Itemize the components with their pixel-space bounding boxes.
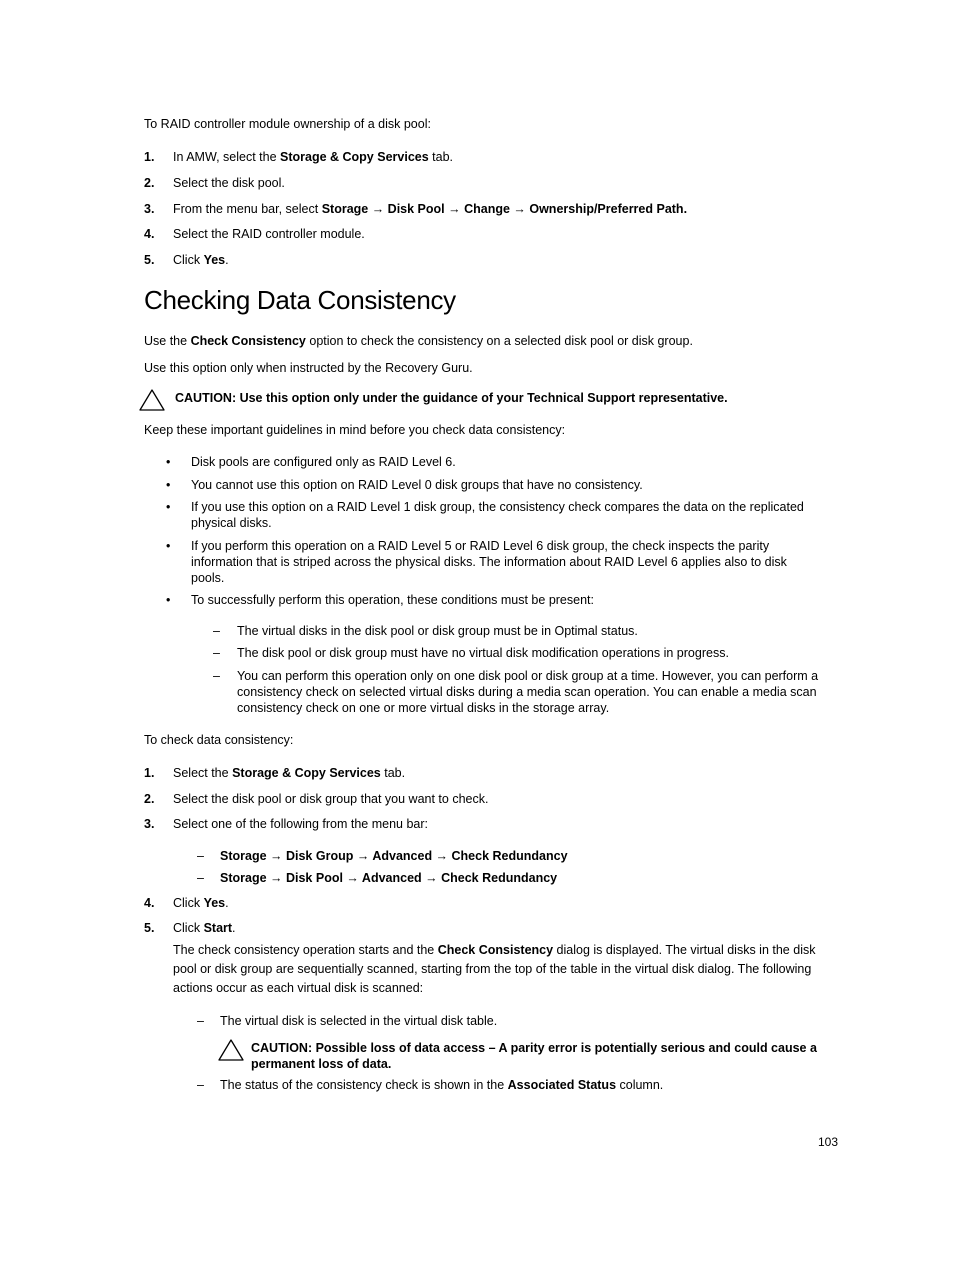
step-text: Click Start. — [173, 921, 236, 935]
dash-marker: – — [213, 669, 220, 683]
condition-item: The disk pool or disk group must have no virtual disk modification operations in progress. — [237, 646, 729, 660]
keep-guidelines: Keep these important guidelines in mind before you check data consistency: — [144, 423, 566, 437]
step-number: 5. — [144, 253, 155, 267]
caution-text: CAUTION: Use this option only under the guidance of your Technical Support representative. — [175, 391, 728, 405]
dash-marker: – — [197, 849, 204, 863]
caution-text: CAUTION: Possible loss of data access – A parity error is potentially serious and could cause a permanent loss of data. — [251, 1041, 817, 1071]
step-text: Select the Storage & Copy Services tab. — [173, 766, 406, 780]
step-number: 4. — [144, 227, 155, 241]
step-text: Select one of the following from the menu bar: — [173, 817, 429, 831]
bullet-marker: • — [166, 539, 171, 553]
step-number: 2. — [144, 792, 155, 806]
intro-ownership: To RAID controller module ownership of a disk pool: — [144, 117, 431, 131]
step-number: 1. — [144, 766, 155, 780]
bullet-item: You cannot use this option on RAID Level 0 disk groups that have no consistency. — [191, 478, 643, 492]
menu-option: Storage → Disk Group → Advanced → Check Redundancy — [220, 849, 568, 863]
step-text: In AMW, select the Storage & Copy Services tab. — [173, 150, 453, 164]
condition-item: The virtual disks in the disk pool or disk group must be in Optimal status. — [237, 624, 638, 638]
bullet-item: If you perform this operation on a RAID Level 5 or RAID Level 6 disk group, the check inspects the parity information that is striped across the physical disks. The information about RAID Level 6 applies also to disk pools. — [191, 539, 787, 585]
step-number: 5. — [144, 921, 155, 935]
bullet-item: If you use this option on a RAID Level 1 disk group, the consistency check compares the data on the replicated physical disks. — [191, 500, 804, 530]
intro-check: To check data consistency: — [144, 733, 294, 747]
dash-marker: – — [197, 1078, 204, 1092]
dash-marker: – — [197, 871, 204, 885]
bullet-item: Disk pools are configured only as RAID Level 6. — [191, 455, 456, 469]
menu-option: Storage → Disk Pool → Advanced → Check Redundancy — [220, 871, 558, 885]
bullet-marker: • — [166, 500, 171, 514]
step-text: Click Yes. — [173, 253, 229, 267]
bullet-marker: • — [166, 478, 171, 492]
caution-icon — [217, 1038, 245, 1062]
step-number: 2. — [144, 176, 155, 190]
step-text: Click Yes. — [173, 896, 229, 910]
use-only-line: Use this option only when instructed by the Recovery Guru. — [144, 361, 473, 375]
step-text: Select the RAID controller module. — [173, 227, 365, 241]
step-text: Select the disk pool. — [173, 176, 285, 190]
caution-icon — [138, 388, 166, 412]
bullet-item: To successfully perform this operation, these conditions must be present: — [191, 593, 594, 607]
section-heading: Checking Data Consistency — [144, 285, 456, 315]
condition-item: You can perform this operation only on one disk pool or disk group at a time. However, you can perform a consistency check on selected virtual disks during a media scan operation. You can enable a media scan consistency check on one or more virtual disks in the storage array. — [237, 669, 819, 715]
action-item: The virtual disk is selected in the virtual disk table. — [220, 1014, 498, 1028]
step-number: 1. — [144, 150, 155, 164]
action-item: The status of the consistency check is shown in the Associated Status column. — [220, 1078, 664, 1092]
start-description: The check consistency operation starts and the Check Consistency dialog is displayed. The virtual disks in the disk pool or disk group are sequentially scanned, starting from the top of the table in the virtual disk dialog. The following actions occur as each virtual disk is scanned: — [173, 943, 816, 995]
step-text: From the menu bar, select Storage → Disk Pool → Change → Ownership/Preferred Path. — [173, 202, 688, 216]
dash-marker: – — [213, 646, 220, 660]
dash-marker: – — [213, 624, 220, 638]
bullet-marker: • — [166, 593, 171, 607]
step-text: Select the disk pool or disk group that you want to check. — [173, 792, 489, 806]
use-check-consistency: Use the Check Consistency option to check the consistency on a selected disk pool or disk group. — [144, 334, 693, 348]
dash-marker: – — [197, 1014, 204, 1028]
bullet-marker: • — [166, 455, 171, 469]
step-number: 4. — [144, 896, 155, 910]
step-number: 3. — [144, 817, 155, 831]
step-number: 3. — [144, 202, 155, 216]
page-number: 103 — [818, 1135, 839, 1149]
